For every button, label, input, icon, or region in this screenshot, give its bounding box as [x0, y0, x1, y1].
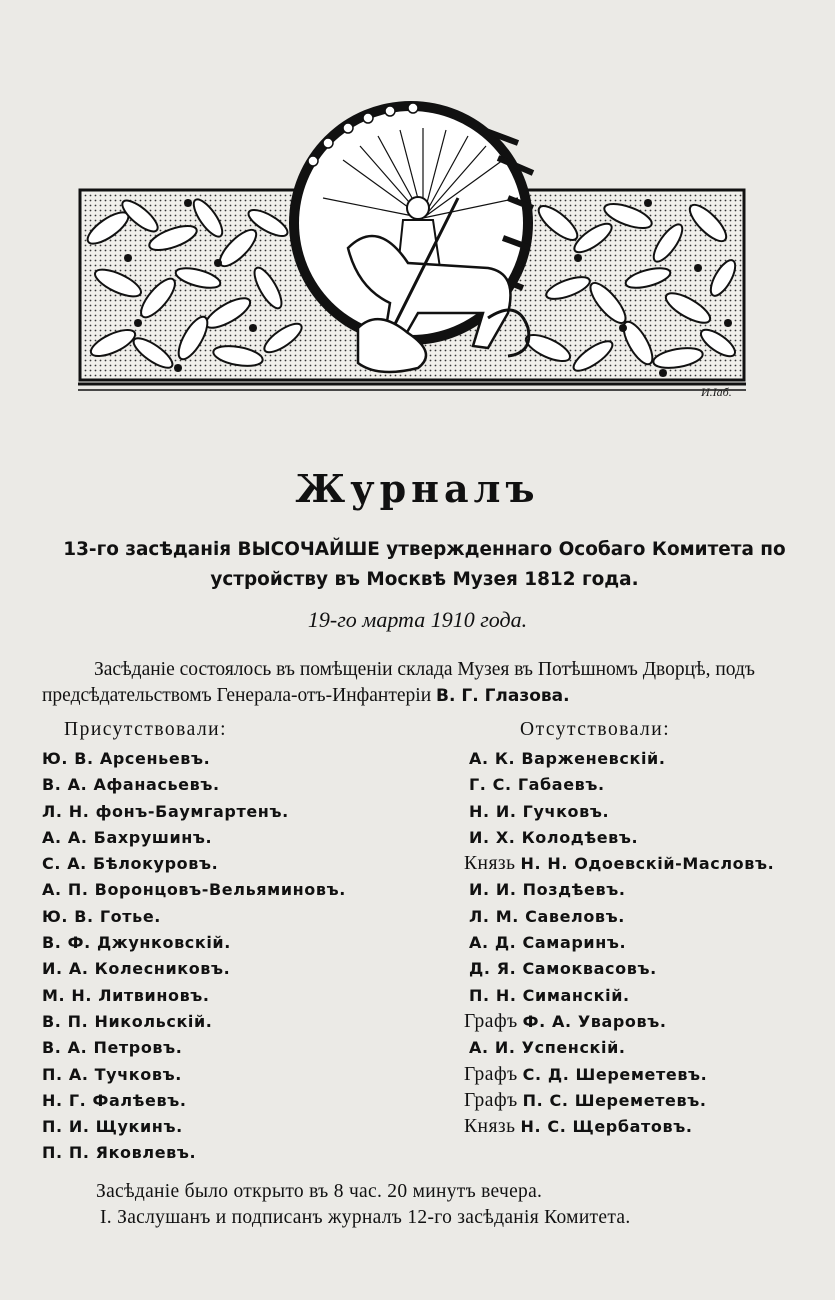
list-item: В. А. Петровъ.: [42, 1038, 183, 1058]
list-item: М. Н. Литвиновъ.: [42, 985, 210, 1005]
list-item: [464, 983, 774, 1009]
list-item: [464, 825, 774, 851]
member-name: П. С. Шереметевъ.: [522, 1090, 707, 1110]
intro-text: Засѣданіе состоялось въ помѣщеніи склада Музея въ Потѣшномъ Дворцѣ, подъ предсѣдательствомъ Генерала-отъ-Инфантеріи: [42, 659, 755, 706]
list-item: И. А. Колесниковъ.: [42, 959, 231, 979]
member-rank: Графъ: [464, 1010, 518, 1032]
member-name: С. Д. Шереметевъ.: [522, 1064, 708, 1084]
list-item: [464, 956, 774, 982]
chairman-name: В. Г. Глазова.: [436, 686, 570, 706]
list-item: [464, 799, 774, 825]
absent-members-list: [464, 746, 774, 1140]
list-item: Ю. В. Готье.: [42, 906, 161, 926]
member-name: Н. Н. Одоевскій-Масловъ.: [520, 854, 775, 874]
list-item: [464, 1035, 774, 1061]
list-item: [464, 904, 774, 930]
member-name: Г. С. Габаевъ.: [469, 775, 605, 795]
list-item: В. П. Никольскій.: [42, 1011, 213, 1031]
member-name: Д. Я. Самоквасовъ.: [469, 959, 657, 979]
list-item: [464, 851, 774, 877]
opening-statement: Засѣданіе было открыто въ 8 час. 20 минутъ вечера.: [96, 1181, 543, 1202]
present-heading: Присутствовали:: [64, 719, 228, 740]
member-name: Н. И. Гучковъ.: [469, 801, 610, 821]
list-item: [464, 1088, 774, 1114]
list-item: Ю. В. Арсеньевъ.: [42, 749, 211, 768]
ornament-header-illustration: [78, 98, 746, 394]
member-rank: Графъ: [464, 1089, 518, 1111]
member-name: А. И. Успенскій.: [469, 1038, 626, 1058]
page-title: Журналъ: [295, 466, 540, 511]
meeting-date: 19-го марта 1910 года.: [307, 607, 528, 632]
list-item: П. И. Щукинъ.: [42, 1117, 183, 1137]
agenda-item-1: I. Заслушанъ и подписанъ журналъ 12-го засѣданія Комитета.: [100, 1207, 631, 1228]
document-subtitle: 13-го засѣданія ВЫСОЧАЙШЕ утвержденнаго Особаго Комитета по устройству въ Москвѣ Музея 1812 года.: [63, 538, 786, 590]
member-name: П. Н. Симанскій.: [469, 985, 630, 1005]
artist-signature: И.Іаб.: [701, 385, 732, 399]
list-item: Л. Н. фонъ-Баумгартенъ.: [42, 801, 289, 821]
present-members-list: [42, 746, 346, 1167]
member-name: И. Х. Колодѣевъ.: [469, 827, 639, 847]
member-name: А. Д. Самаринъ.: [469, 933, 627, 953]
member-name: Ф. А. Уваровъ.: [522, 1011, 667, 1031]
list-item: В. А. Афанасьевъ.: [42, 775, 220, 795]
member-name: А. К. Варженевскій.: [469, 749, 666, 768]
member-name: И. И. Поздѣевъ.: [469, 880, 626, 900]
member-rank: Князь: [464, 853, 516, 875]
list-item: [464, 746, 774, 772]
list-item: [464, 1009, 774, 1035]
absent-heading: Отсутствовали:: [520, 719, 671, 740]
list-item: [464, 1062, 774, 1088]
list-item: А. П. Воронцовъ-Вельяминовъ.: [42, 880, 346, 900]
list-item: А. А. Бахрушинъ.: [42, 827, 213, 847]
list-item: П. А. Тучковъ.: [42, 1064, 182, 1084]
list-item: [464, 772, 774, 798]
list-item: [464, 930, 774, 956]
member-name: Н. С. Щербатовъ.: [520, 1117, 693, 1137]
list-item: С. А. Бѣлокуровъ.: [42, 854, 219, 874]
member-name: Л. М. Савеловъ.: [469, 906, 625, 926]
intro-paragraph: [42, 657, 812, 709]
member-rank: Графъ: [464, 1063, 518, 1085]
list-item: В. Ф. Джунковскій.: [42, 933, 231, 953]
member-rank: Князь: [464, 1116, 516, 1138]
list-item: [464, 1114, 774, 1140]
list-item: [464, 877, 774, 903]
list-item: П. П. Яковлевъ.: [42, 1143, 197, 1163]
list-item: Н. Г. Фалѣевъ.: [42, 1090, 187, 1110]
